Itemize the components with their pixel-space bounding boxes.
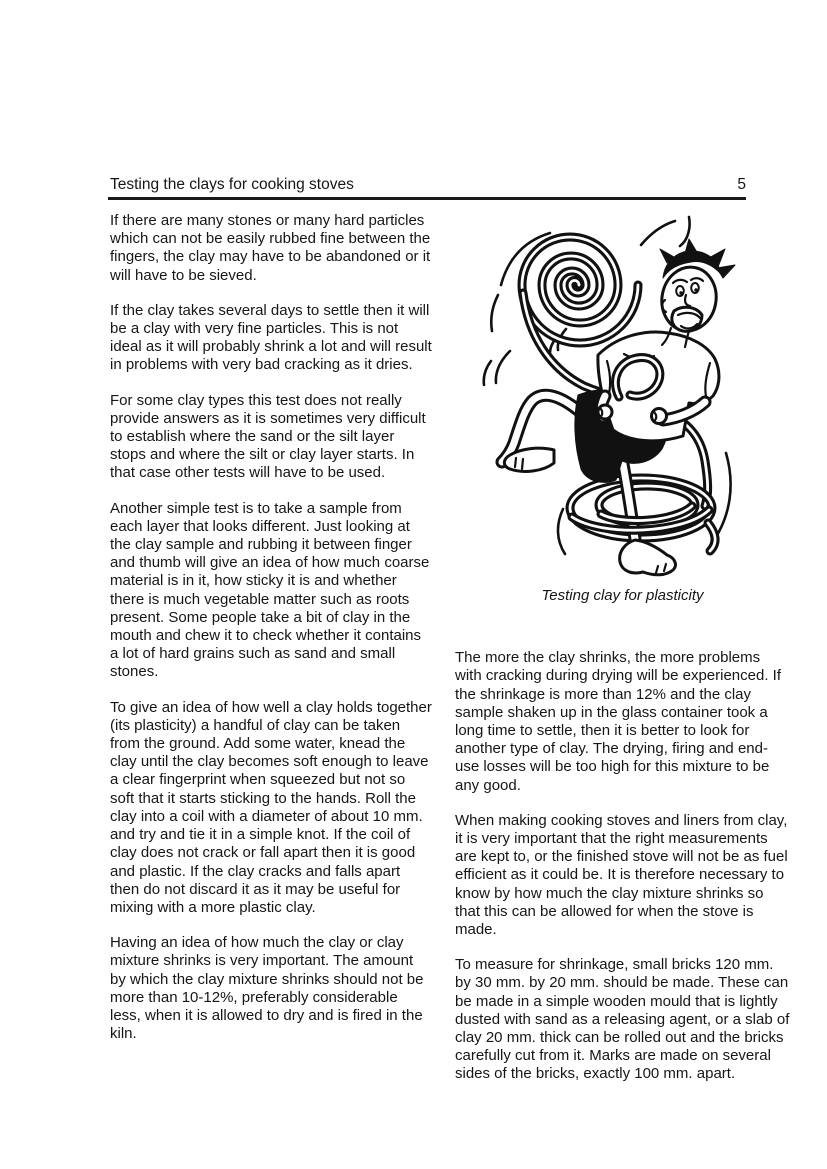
paragraph: To measure for shrinkage, small bricks 120 mm. by 30 mm. by 20 mm. should be made. These can be made in a simple wooden mould that is lightly dusted with sand as a releasing agent, or a slab of clay 20 mm. thick can be rolled out and the bricks carefully cut from it. Marks are made on several sides of the bricks, exactly 100 mm. apart. (455, 956, 790, 1083)
paragraph: If there are many stones or many hard particles which can not be easily rubbed fine between the fingers, the clay may have to be abandoned or it will have to be sieved. (110, 212, 431, 284)
paragraph: When making cooking stoves and liners from clay, it is very important that the right measurements are kept to, or the finished stove will not be as fuel efficient as it could be. It is therefore necessary to know by how much the clay mixture shrinks so that this can be allowed for when the stove is made. (455, 811, 788, 939)
page-title: Testing the clays for cooking stoves (110, 176, 354, 193)
paragraph: Another simple test is to take a sample from each layer that looks different. Just looking at the clay sample and rubbing it between finger and thumb will give an idea of how much coarse material is in it, how sticky it is and whether there is much vegetable matter such as roots present. Some people take a bit of clay in the mouth and chew it to check whether it contains a lot of hard grains such as sand and small stones. (110, 499, 430, 681)
page-number: 5 (737, 176, 746, 193)
clay-plasticity-cartoon (458, 203, 788, 581)
paragraph: Having an idea of how much the clay or clay mixture shrinks is very important. The amount by which the clay mixture shrinks should not be more than 10-12%, preferably considerable less, when it is allowed to dry and is fired in the kiln. (110, 934, 424, 1043)
header-rule (108, 197, 746, 200)
left-column (110, 212, 432, 1060)
paragraph: For some clay types this test does not really provide answers as it is sometimes very difficult to establish where the sand or the silt layer stops and where the silt or clay layer starts. In that case other tests will have to be used. (110, 391, 426, 482)
illustration-caption: Testing clay for plasticity (541, 587, 704, 604)
paragraph: If the clay takes several days to settle then it will be a clay with very fine particles. This is not ideal as it will probably shrink a lot and will result in problems with very bad cracking as it dries. (110, 301, 432, 374)
paragraph: The more the clay shrinks, the more problems with cracking during drying will be experienced. If the shrinkage is more than 12% and the clay sample shaken up in the glass container took a long time to settle, then it is better to look for another type of clay. The drying, firing and end-use losses will be too high for this mixture to be any good. (455, 649, 781, 794)
page-header (110, 176, 746, 194)
paragraph: To give an idea of how well a clay holds together (its plasticity) a handful of clay can be taken from the ground. Add some water, knead the clay until the clay becomes soft enough to leave a clear fingerprint when squeezed but not so soft that it starts sticking to the hands. Roll the clay into a coil with a diameter of about 10 mm. and try and tie it in a simple knot. If the coil of clay does not crack or fall apart then it is good and plastic. If the clay cracks and falls apart then do not discard it as it may be useful for mixing with a more plastic clay. (110, 698, 432, 916)
right-column (455, 203, 790, 1101)
illustration-figure (455, 203, 790, 605)
